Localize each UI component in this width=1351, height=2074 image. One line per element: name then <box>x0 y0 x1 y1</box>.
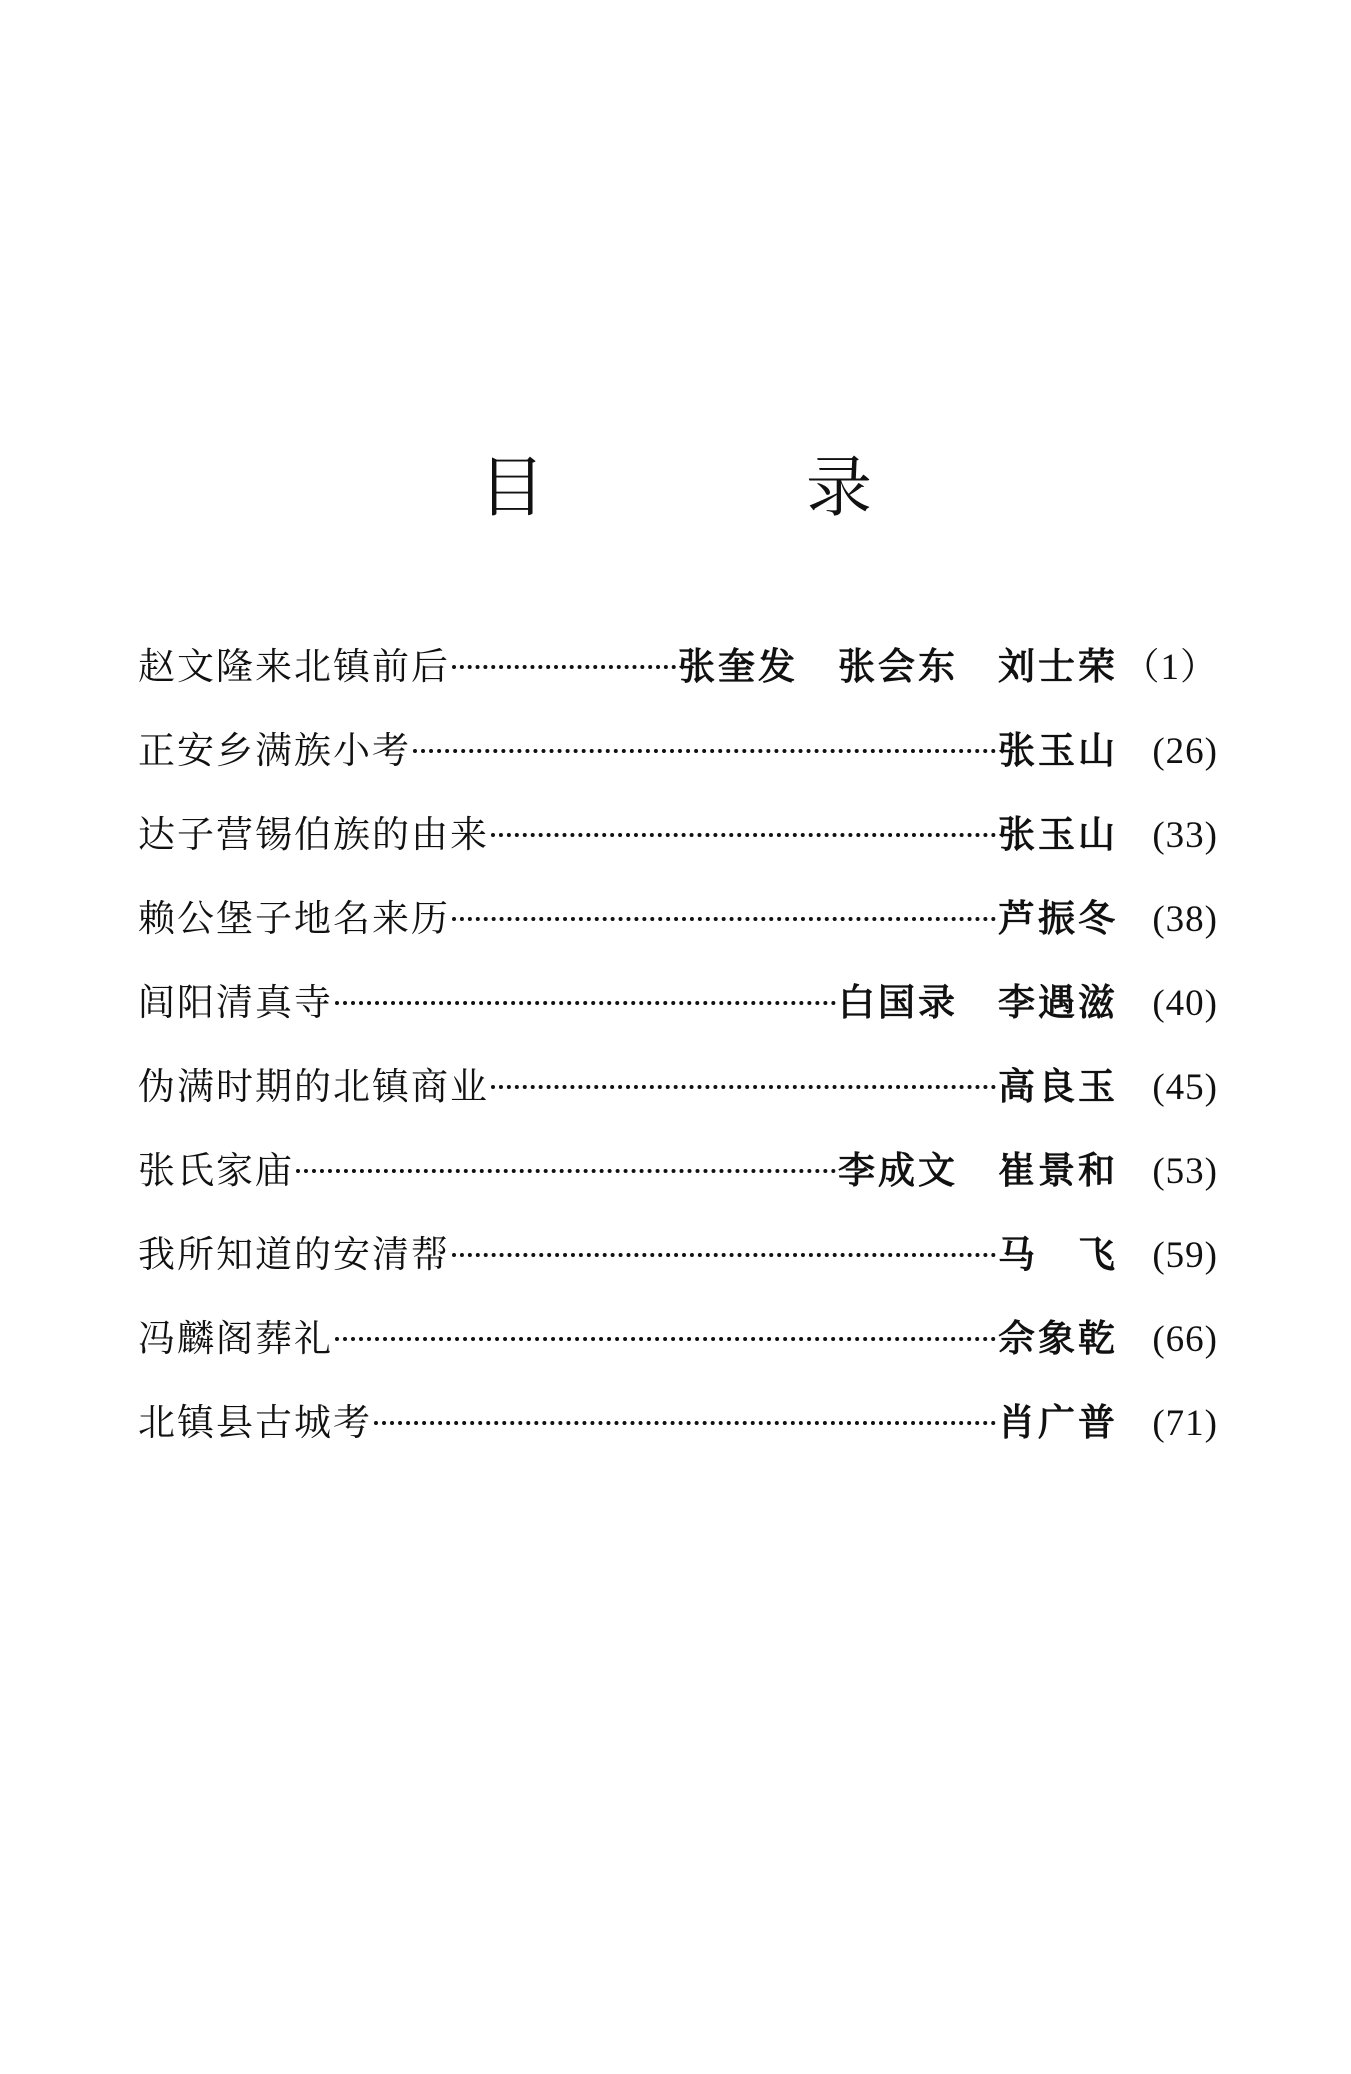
toc-entry-title: 伪满时期的北镇商业 <box>138 1065 489 1108</box>
toc-entry <box>138 961 1218 1045</box>
toc-entry-title: 正安乡满族小考 <box>138 729 411 772</box>
toc-dot-leader <box>296 1169 836 1173</box>
toc-entry-authors <box>838 961 1118 1045</box>
toc-entry-author: 芦振冬 <box>998 897 1118 940</box>
toc-entry <box>138 793 1218 877</box>
toc-dot-leader <box>335 1337 996 1341</box>
toc-entry-author: 李遇滋 <box>998 981 1118 1024</box>
toc-entry-author: 刘士荣 <box>998 645 1118 688</box>
toc-entry-title: 冯麟阁葬礼 <box>138 1317 333 1360</box>
toc-entry-page-number: (40) <box>1152 983 1218 1024</box>
toc-entry <box>138 1045 1218 1129</box>
toc-entry-title: 赵文隆来北镇前后 <box>138 645 450 688</box>
toc-heading: 目 录 <box>479 449 992 526</box>
toc-entry-author: 崔景和 <box>998 1149 1118 1192</box>
toc-dot-leader <box>413 749 996 753</box>
toc-dot-leader <box>452 1253 996 1257</box>
toc-entry-title: 赖公堡子地名来历 <box>138 897 450 940</box>
toc-entry-authors <box>998 877 1118 961</box>
toc-entry-page-number: (66) <box>1152 1319 1218 1360</box>
toc-dot-leader <box>374 1421 996 1425</box>
toc-entry-author: 马 飞 <box>998 1233 1118 1276</box>
toc-entry-authors <box>998 793 1118 877</box>
toc-entry-author: 肖广普 <box>998 1401 1118 1444</box>
toc-entry-title: 张氏家庙 <box>138 1149 294 1192</box>
toc-entry-author: 张奎发 <box>678 645 798 688</box>
toc-entry-page-number: (33) <box>1152 815 1218 856</box>
toc-entry-authors <box>998 709 1118 793</box>
toc-entry <box>138 1213 1218 1297</box>
toc-list <box>138 625 1218 1465</box>
toc-entry-page-number: (59) <box>1152 1235 1218 1276</box>
toc-entry-authors <box>998 1381 1118 1465</box>
toc-dot-leader <box>335 1001 836 1005</box>
toc-entry-author: 佘象乾 <box>998 1317 1118 1360</box>
toc-entry <box>138 709 1218 793</box>
toc-entry-title: 我所知道的安清帮 <box>138 1233 450 1276</box>
toc-entry <box>138 877 1218 961</box>
toc-entry-author: 高良玉 <box>998 1065 1118 1108</box>
toc-entry <box>138 1129 1218 1213</box>
toc-entry-author: 白国录 <box>838 981 958 1024</box>
toc-entry-author: 李成文 <box>838 1149 958 1192</box>
toc-entry-author: 张玉山 <box>998 813 1118 856</box>
toc-entry-authors <box>998 1297 1118 1381</box>
toc-dot-leader <box>491 1085 996 1089</box>
toc-entry-authors <box>838 1129 1118 1213</box>
toc-entry-page-number: (38) <box>1152 899 1218 940</box>
toc-dot-leader <box>491 833 996 837</box>
toc-entry-page-number: (26) <box>1152 731 1218 772</box>
toc-entry-title: 北镇县古城考 <box>138 1401 372 1444</box>
toc-entry-page-number: (45) <box>1152 1067 1218 1108</box>
toc-entry <box>138 1297 1218 1381</box>
toc-entry <box>138 1381 1218 1465</box>
toc-entry-title: 达子营锡伯族的由来 <box>138 813 489 856</box>
toc-entry-authors <box>998 1213 1118 1297</box>
toc-entry-page-number: （1） <box>1122 647 1218 688</box>
toc-entry-page-number: (71) <box>1152 1403 1218 1444</box>
toc-entry-author: 张会东 <box>838 645 958 688</box>
toc-entry-authors <box>678 625 1118 709</box>
toc-dot-leader <box>452 665 676 669</box>
toc-entry-author: 张玉山 <box>998 729 1118 772</box>
toc-entry-page-number: (53) <box>1152 1151 1218 1192</box>
toc-entry <box>138 625 1218 709</box>
toc-dot-leader <box>452 917 996 921</box>
toc-entry-authors <box>998 1045 1118 1129</box>
toc-entry-title: 闾阳清真寺 <box>138 981 333 1024</box>
